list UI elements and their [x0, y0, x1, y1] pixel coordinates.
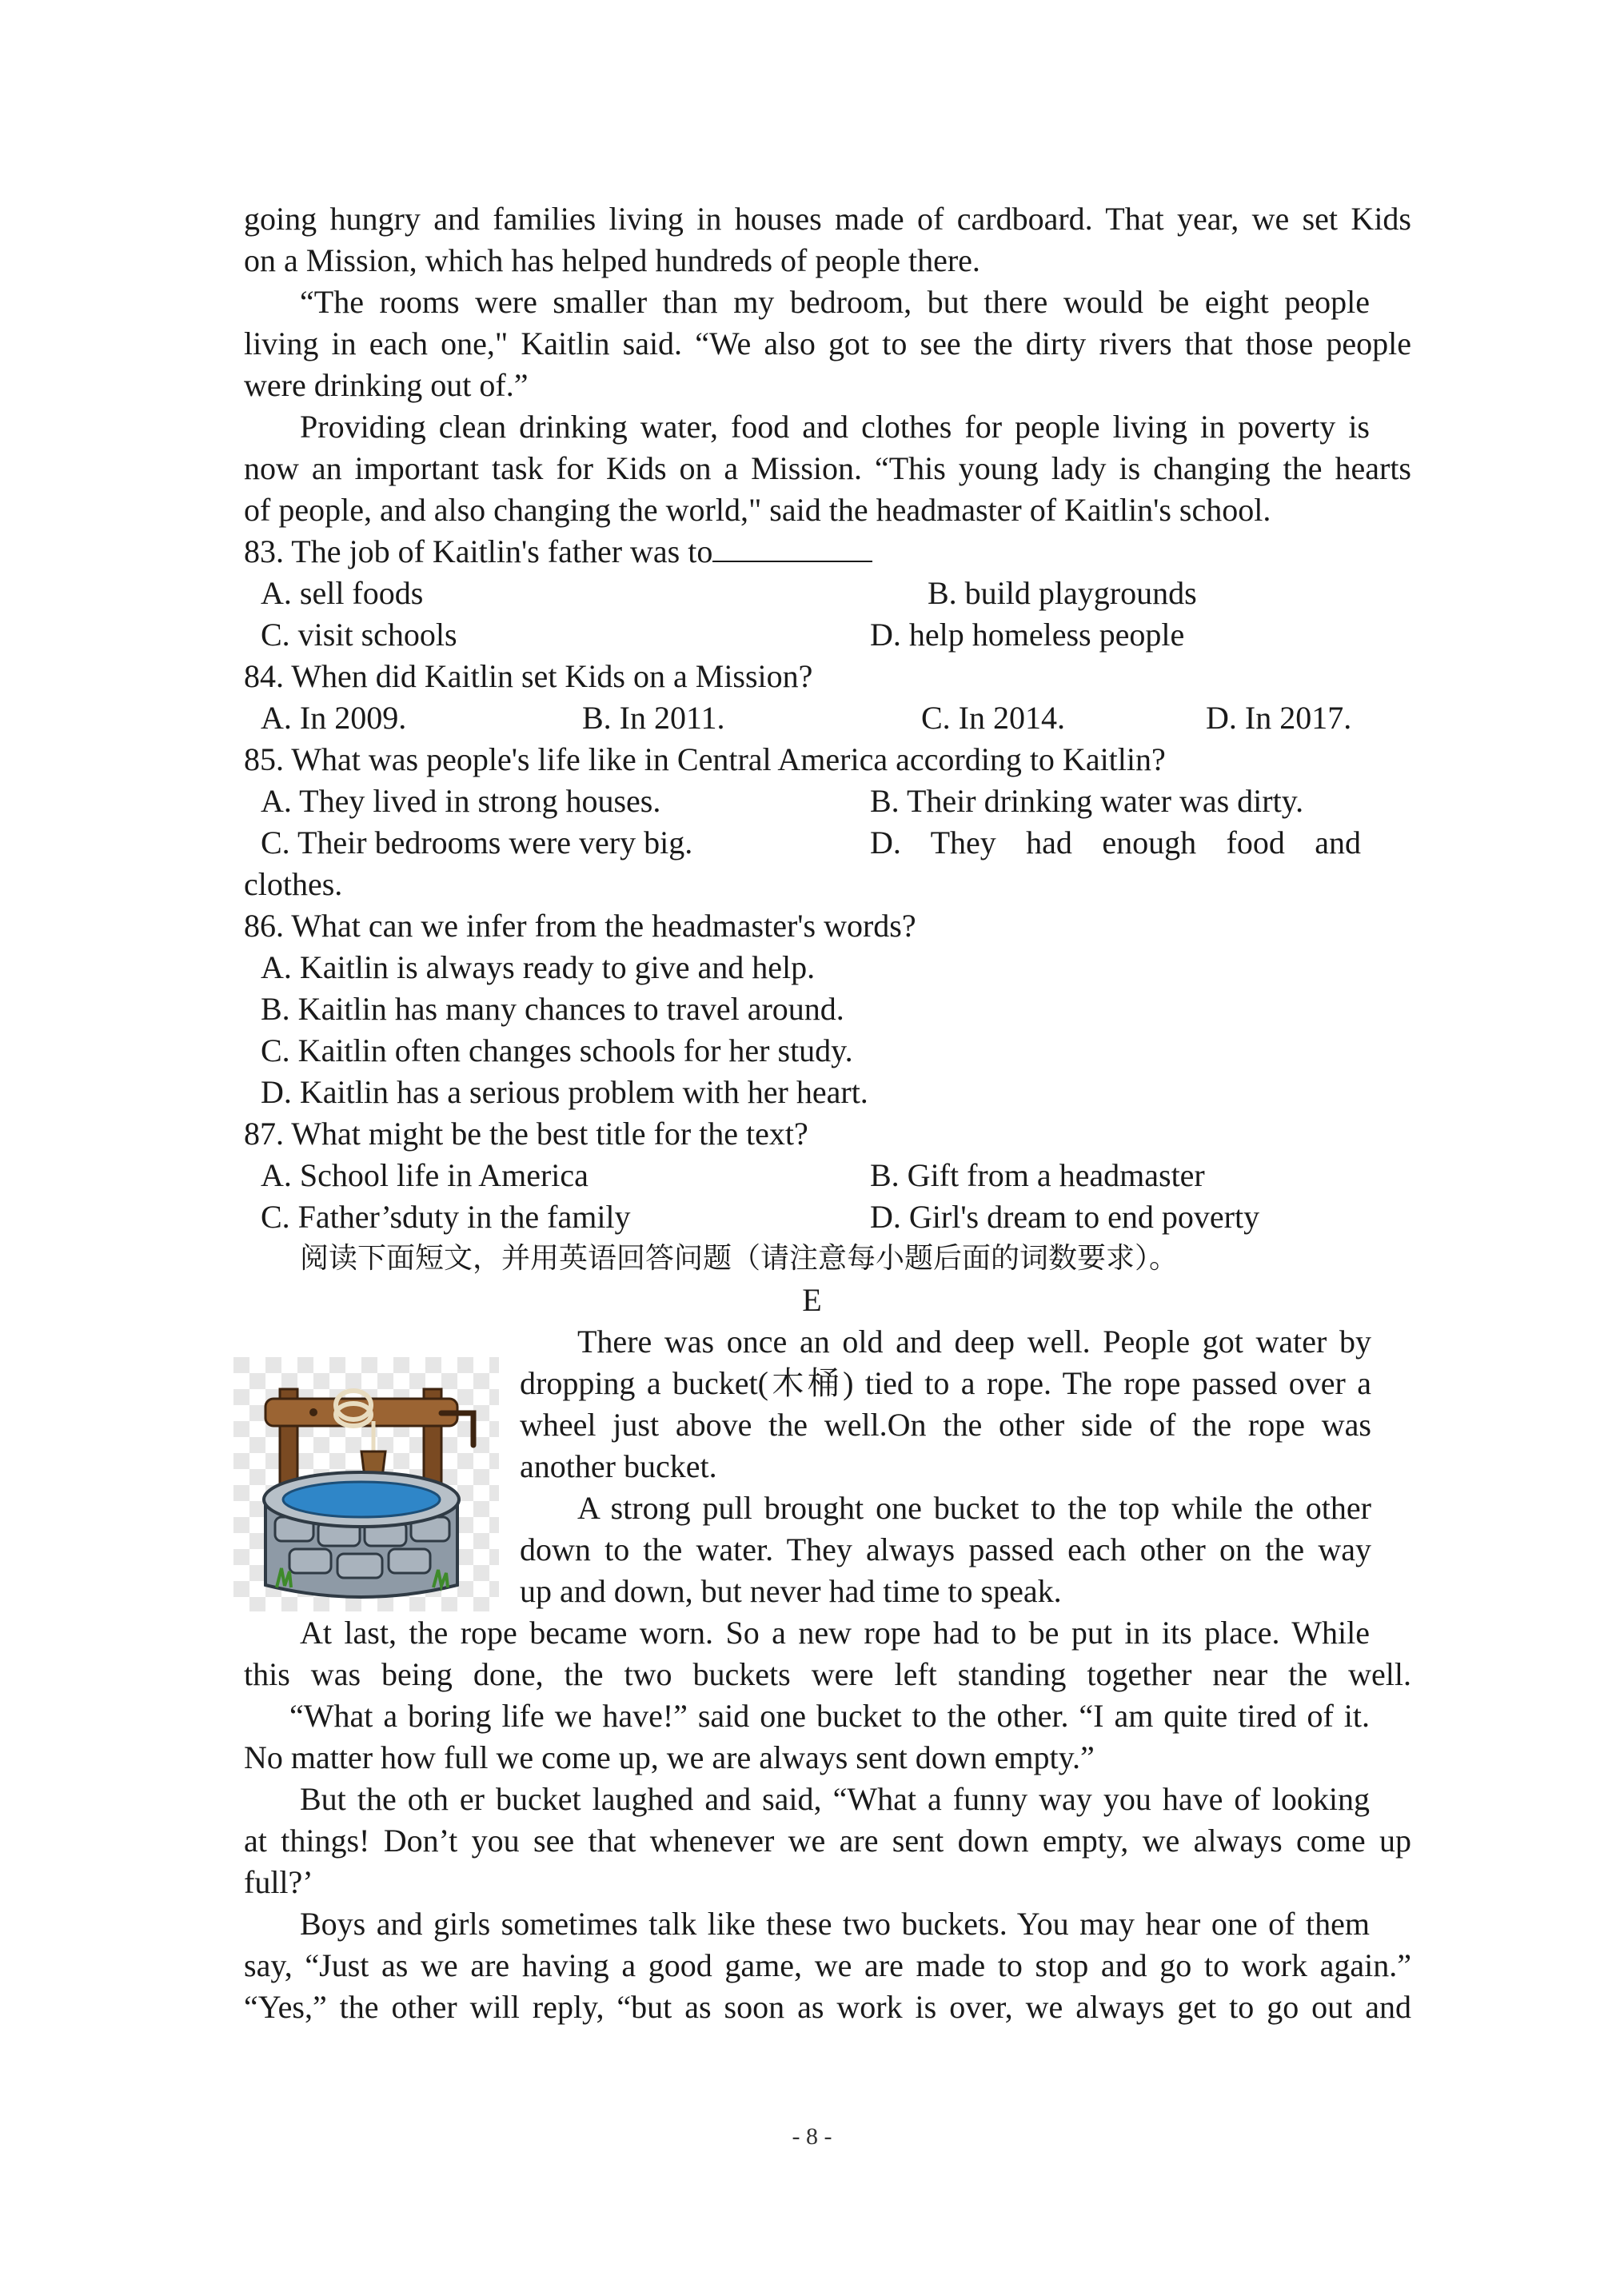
passage-e-line: A strong pull brought one bucket to the top while the other — [577, 1490, 1371, 1526]
passage-e-line: dropping a bucket(木桶) tied to a rope. The rope passed over a — [520, 1365, 1371, 1401]
passage-d-line: now an important task for Kids on a Mission. “This young lady is changing the hearts — [244, 450, 1411, 486]
option-d[interactable]: D. They had enough food and — [870, 825, 1361, 861]
passage-e-line: at things! Don’t you see that whenever we are sent down empty, we always come up — [244, 1823, 1411, 1859]
option-a[interactable]: A. They lived in strong houses. — [261, 783, 661, 819]
passage-e-line: Boys and girls sometimes talk like these two buckets. You may hear one of them — [300, 1906, 1370, 1942]
passage-d-line: on a Mission, which has helped hundreds of people there. — [244, 242, 980, 278]
passage-e-line: No matter how full we come up, we are always sent down empty.” — [244, 1739, 1095, 1775]
passage-d-line: were drinking out of.” — [244, 367, 529, 403]
answer-blank[interactable] — [712, 533, 872, 562]
passage-e-line: There was once an old and deep well. People got water by — [577, 1324, 1371, 1360]
option-d[interactable]: D. Kaitlin has a serious problem with her heart. — [261, 1074, 868, 1110]
option-d-continued: clothes. — [244, 866, 343, 902]
passage-e-line: At last, the rope became worn. So a new rope had to be put in its place. While — [300, 1615, 1370, 1651]
passage-e-line: But the oth er bucket laughed and said, “What a funny way you have of looking — [300, 1781, 1370, 1817]
question-83-stem: 83. The job of Kaitlin's father was to — [244, 531, 872, 573]
option-c[interactable]: C. Their bedrooms were very big. — [261, 825, 693, 861]
option-c[interactable]: C. Father’sduty in the family — [261, 1199, 631, 1235]
passage-e-line: full?’ — [244, 1864, 313, 1900]
option-c[interactable]: C. In 2014. — [921, 700, 1065, 736]
passage-d-line: “The rooms were smaller than my bedroom, but there would be eight people — [300, 284, 1370, 320]
option-a[interactable]: A. In 2009. — [261, 700, 407, 736]
passage-e-line: wheel just above the well.On the other side of the rope was — [520, 1407, 1371, 1443]
passage-e-line: up and down, but never had time to speak. — [520, 1573, 1062, 1609]
option-a[interactable]: A. Kaitlin is always ready to give and help. — [261, 949, 816, 985]
section-instruction: 阅读下面短文，并用英语回答问题（请注意每小题后面的词数要求）。 — [300, 1242, 1179, 1275]
option-d[interactable]: D. In 2017. — [1206, 700, 1352, 736]
option-b[interactable]: B. build playgrounds — [928, 575, 1197, 611]
option-a[interactable]: A. School life in America — [261, 1157, 589, 1193]
passage-e-line: “Yes,” the other will reply, “but as soon as work is over, we always get to go out and — [244, 1989, 1411, 2025]
well-illustration — [233, 1357, 499, 1611]
option-b[interactable]: B. Kaitlin has many chances to travel around. — [261, 991, 844, 1027]
option-c[interactable]: C. Kaitlin often changes schools for her study. — [261, 1032, 853, 1068]
section-label: E — [802, 1282, 822, 1318]
passage-e-line: this was being done, the two buckets were left standing together near the well. — [244, 1656, 1411, 1692]
question-86-stem: 86. What can we infer from the headmaster's words? — [244, 908, 916, 944]
passage-d-line: going hungry and families living in houses made of cardboard. That year, we set Kids — [244, 201, 1411, 237]
passage-e-line: another bucket. — [520, 1448, 717, 1484]
option-b[interactable]: B. In 2011. — [582, 700, 725, 736]
passage-e-line: down to the water. They always passed each other on the way — [520, 1531, 1371, 1567]
question-85-stem: 85. What was people's life like in Central America according to Kaitlin? — [244, 741, 1166, 777]
option-d[interactable]: D. Girl's dream to end poverty — [870, 1199, 1260, 1235]
option-b[interactable]: B. Gift from a headmaster — [870, 1157, 1205, 1193]
question-84-stem: 84. When did Kaitlin set Kids on a Mission? — [244, 658, 813, 694]
option-a[interactable]: A. sell foods — [261, 575, 424, 611]
option-c[interactable]: C. visit schools — [261, 617, 457, 653]
passage-e-line: “What a boring life we have!” said one bucket to the other. “I am quite tired of it. — [289, 1698, 1370, 1734]
option-d[interactable]: D. help homeless people — [870, 617, 1185, 653]
passage-e-line: say, “Just as we are having a good game, we are made to stop and go to work again.” — [244, 1947, 1411, 1983]
page-number: - 8 - — [792, 2123, 832, 2150]
option-b[interactable]: B. Their drinking water was dirty. — [870, 783, 1304, 819]
passage-d-line: Providing clean drinking water, food and clothes for people living in poverty is — [300, 409, 1370, 445]
passage-d-line: living in each one," Kaitlin said. “We also got to see the dirty rivers that those people — [244, 325, 1411, 361]
passage-d-line: of people, and also changing the world," said the headmaster of Kaitlin's school. — [244, 492, 1271, 528]
question-87-stem: 87. What might be the best title for the text? — [244, 1116, 808, 1152]
